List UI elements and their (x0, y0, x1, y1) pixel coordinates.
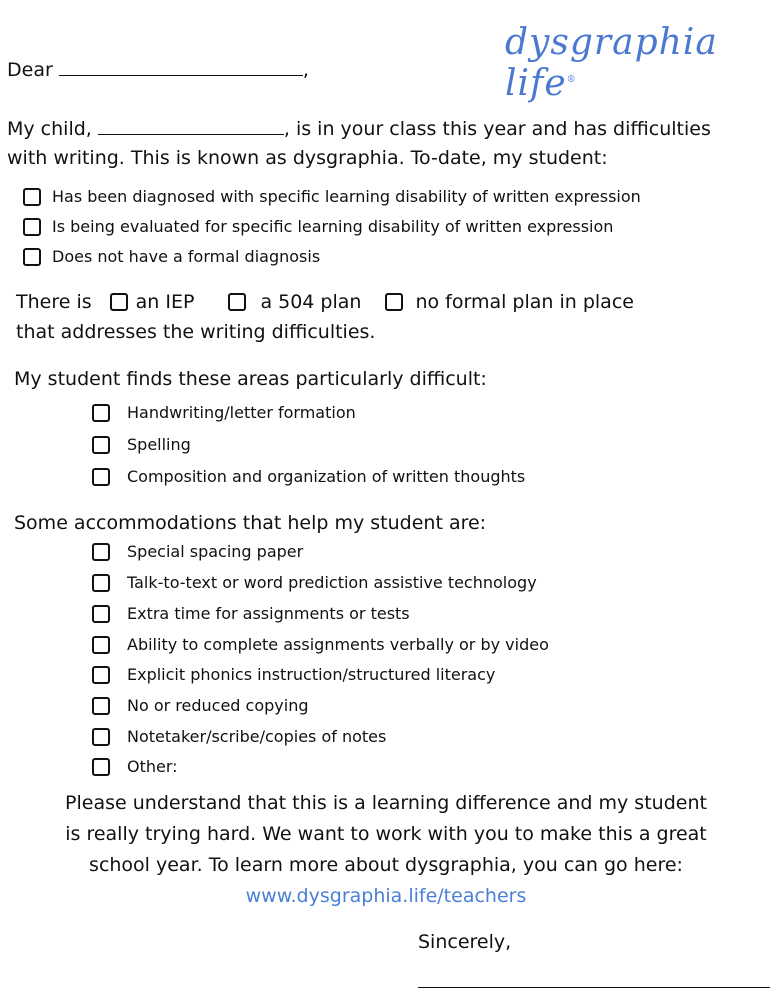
child-name-blank[interactable] (98, 116, 284, 135)
checklist-item (92, 542, 303, 562)
signature-line[interactable] (418, 987, 770, 988)
checklist-item-label: Handwriting/letter formation (127, 403, 356, 422)
salutation-comma: , (302, 59, 309, 81)
option-iep: an IEP (135, 291, 195, 313)
teacher-name-blank[interactable] (59, 57, 303, 76)
checklist-item-label: Extra time for assignments or tests (127, 604, 410, 623)
intro-line-1 (7, 116, 711, 141)
checklist-item-label: Other: (127, 757, 178, 776)
plan-line-2: that addresses the writing difficulties. (16, 321, 376, 343)
checklist-item (92, 757, 178, 777)
checkbox[interactable] (23, 218, 41, 236)
checklist-item (92, 635, 549, 655)
checkbox[interactable] (92, 404, 110, 422)
checklist-item-label: Talk-to-text or word prediction assistive technology (127, 573, 537, 592)
checkbox-iep[interactable] (110, 293, 128, 311)
checkbox[interactable] (92, 436, 110, 454)
intro-text: My child, (7, 118, 92, 140)
checkbox[interactable] (23, 188, 41, 206)
plan-prefix: There is (16, 291, 92, 313)
checkbox[interactable] (92, 468, 110, 486)
checklist-item-label: Special spacing paper (127, 542, 304, 561)
checklist-item-label: Explicit phonics instruction/structured literacy (127, 665, 496, 684)
option-no-plan: no formal plan in place (415, 291, 634, 313)
dysgraphia-life-logo (505, 22, 772, 104)
checklist-item (23, 247, 320, 267)
checkbox[interactable] (92, 728, 110, 746)
checklist-item (23, 187, 641, 207)
checkbox[interactable] (92, 666, 110, 684)
checklist-item-label: Notetaker/scribe/copies of notes (127, 727, 387, 746)
checklist-item (92, 665, 495, 685)
checklist-item (92, 604, 410, 624)
checkbox[interactable] (92, 636, 110, 654)
checklist-item-label: Spelling (127, 435, 191, 454)
checkbox[interactable] (92, 697, 110, 715)
checklist-item (92, 573, 537, 593)
checklist-item-label: Is being evaluated for specific learning disability of written expression (52, 217, 614, 236)
checklist-item-label: No or reduced copying (127, 696, 309, 715)
accommodations-heading: Some accommodations that help my student are: (14, 512, 487, 534)
closing-line-2: is really trying hard. We want to work with you to make this a great (65, 823, 707, 845)
checklist-item-label: Does not have a formal diagnosis (52, 247, 321, 266)
checklist-item (23, 217, 613, 237)
salutation (7, 57, 309, 82)
registered-mark: ® (566, 75, 577, 85)
option-504-plan: a 504 plan (260, 291, 362, 313)
checkbox-504-plan[interactable] (228, 293, 246, 311)
checkbox[interactable] (92, 574, 110, 592)
closing-line-3: school year. To learn more about dysgraphia, you can go here: (89, 854, 683, 876)
checklist-item-label: Has been diagnosed with specific learning disability of written expression (52, 187, 641, 206)
closing-line-1: Please understand that this is a learning difference and my student (65, 792, 707, 814)
checkbox-no-plan[interactable] (385, 293, 403, 311)
checklist-item (92, 435, 191, 455)
salutation-prefix: Dear (7, 59, 53, 81)
plan-row (16, 290, 634, 314)
intro-text: , is in your class this year and has difficulties (283, 118, 711, 140)
signoff: Sincerely, (418, 931, 512, 953)
checklist-item-label: Ability to complete assignments verbally or by video (127, 635, 549, 654)
checkbox[interactable] (23, 248, 41, 266)
intro-line-2: with writing. This is known as dysgraphia. To-date, my student: (7, 147, 608, 169)
checklist-item (92, 403, 356, 423)
logo-text: dysgraphia life (505, 22, 718, 104)
checkbox[interactable] (92, 758, 110, 776)
teachers-link[interactable]: www.dysgraphia.life/teachers (245, 885, 527, 907)
checkbox[interactable] (92, 605, 110, 623)
checklist-item (92, 696, 309, 716)
checklist-item (92, 727, 386, 747)
difficulties-heading: My student finds these areas particularly difficult: (14, 368, 487, 390)
checkbox[interactable] (92, 543, 110, 561)
checklist-item (92, 467, 525, 487)
checklist-item-label: Composition and organization of written thoughts (127, 467, 526, 486)
